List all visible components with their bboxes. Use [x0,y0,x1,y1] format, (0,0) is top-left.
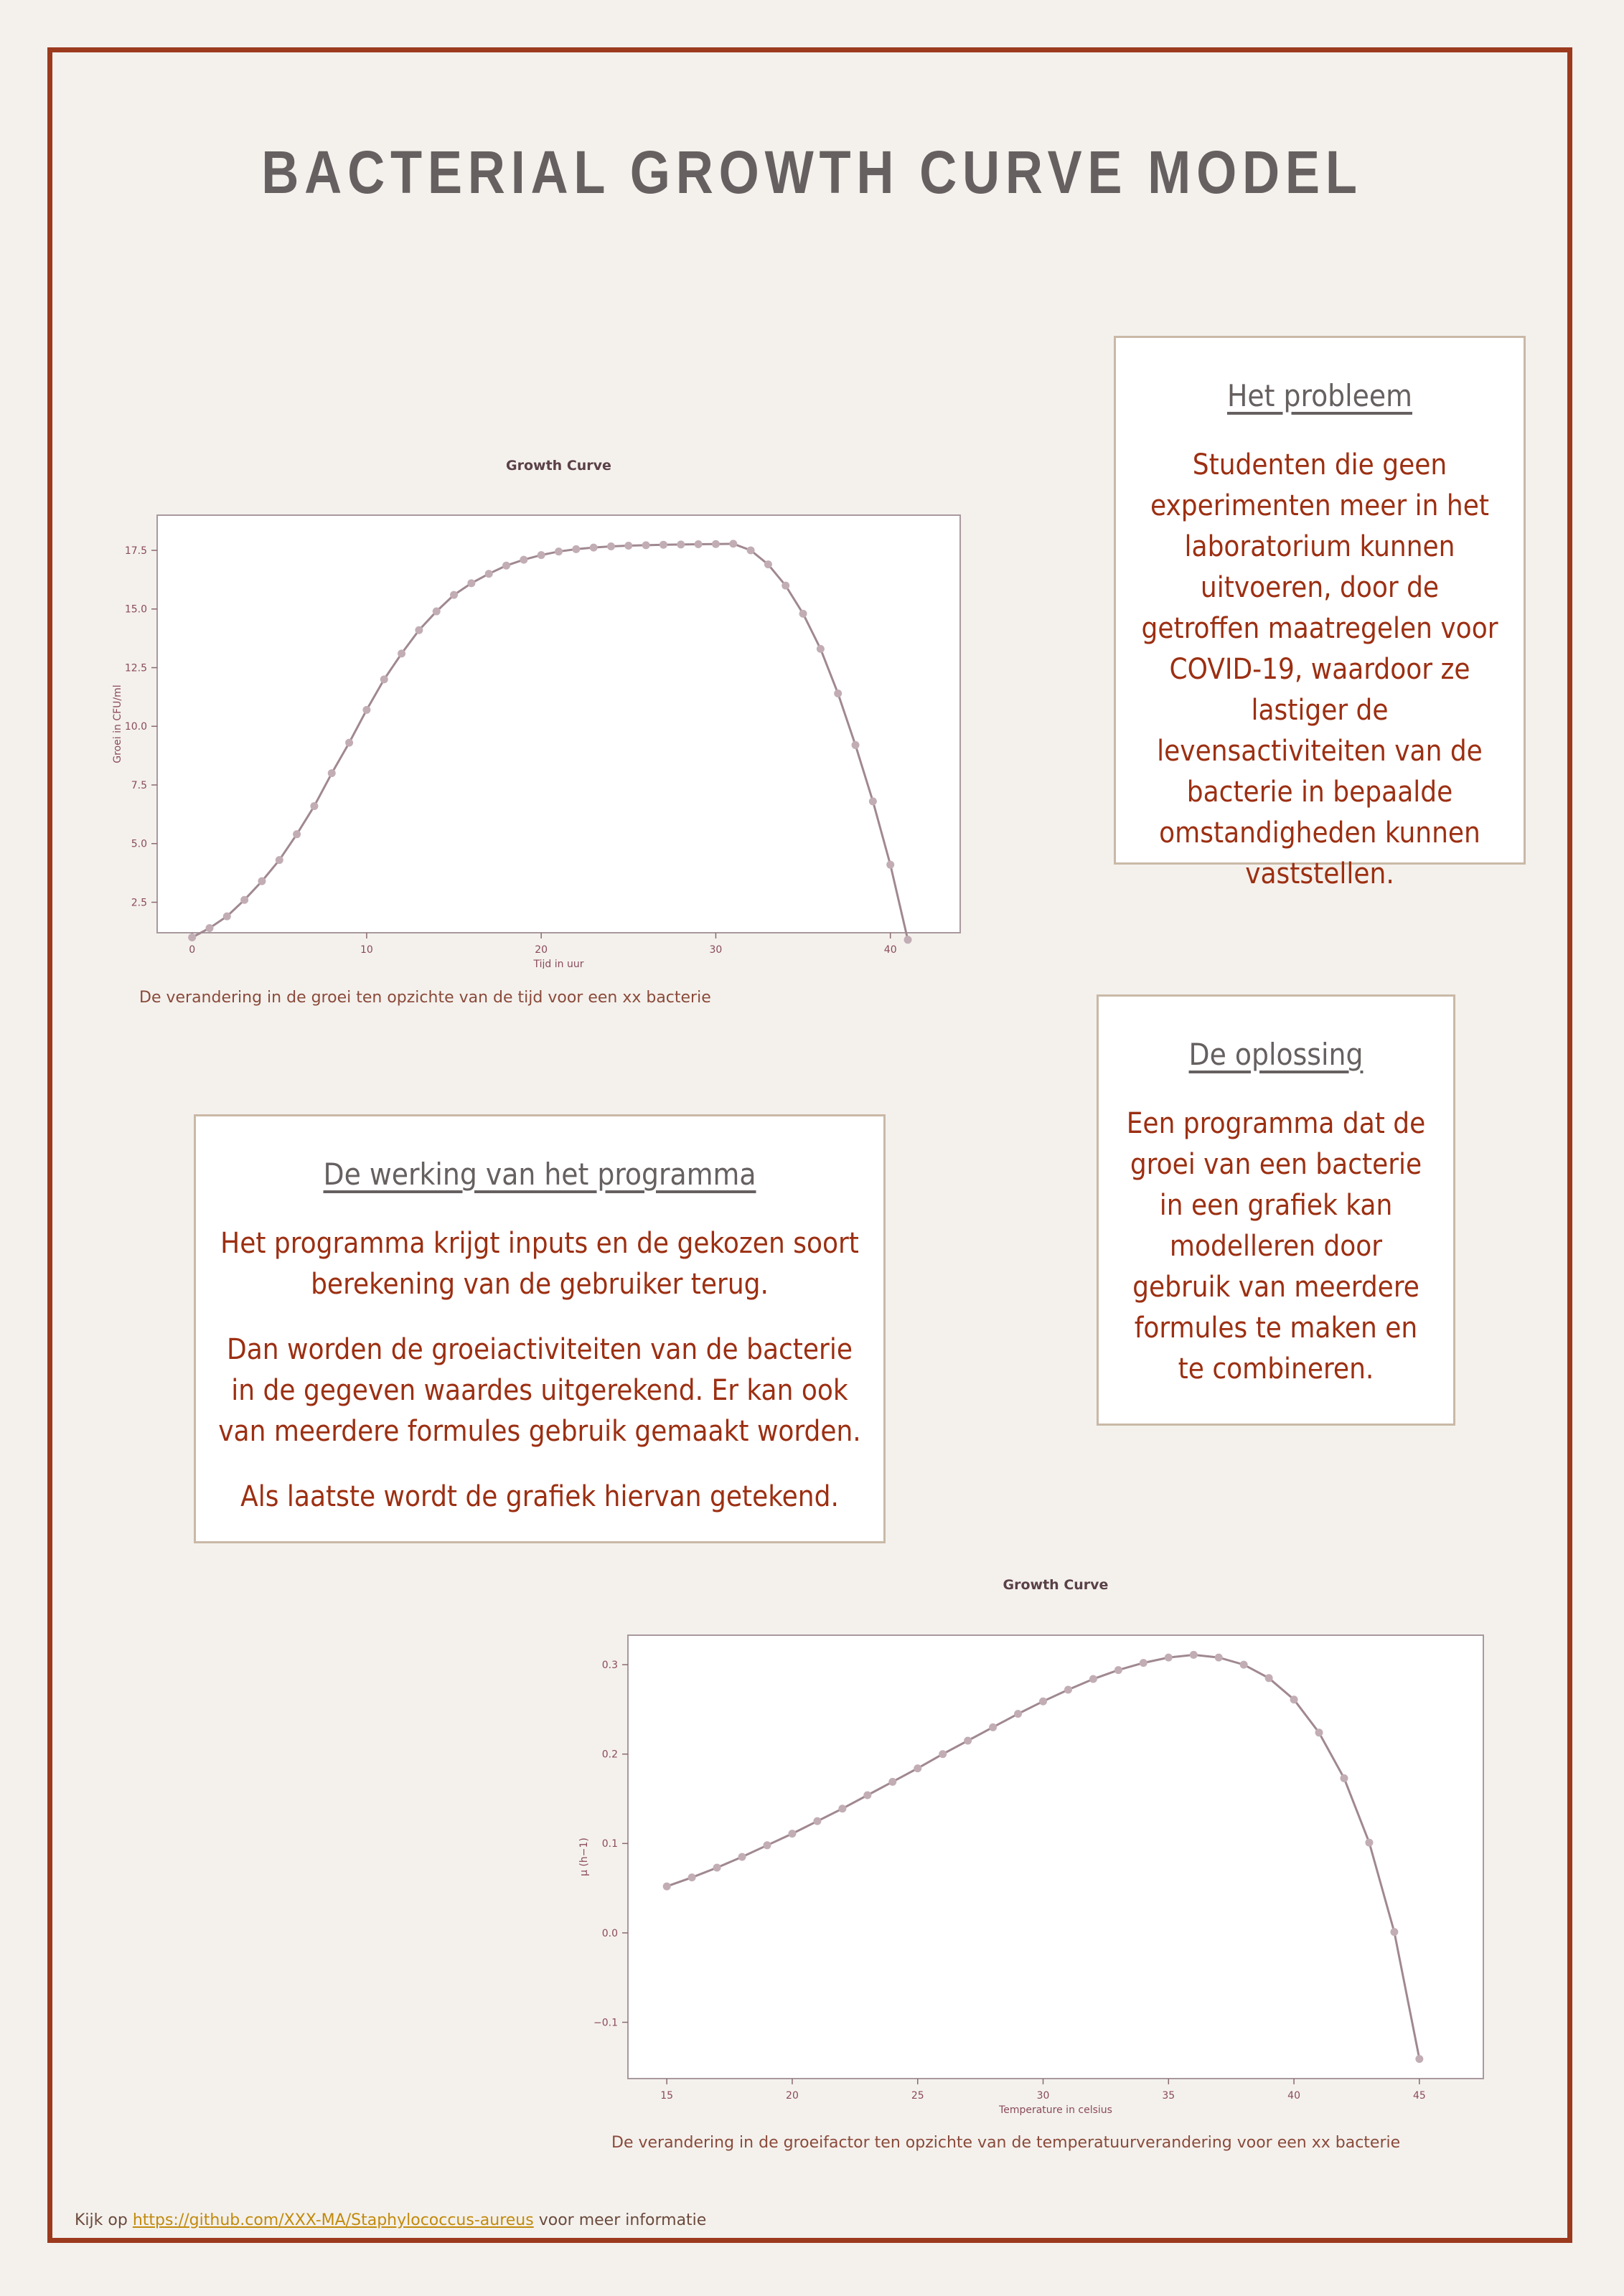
x-tick-label: 40 [1287,2090,1300,2102]
data-point [764,1841,771,1849]
data-point [712,540,720,548]
data-point [1089,1675,1097,1683]
data-point [450,591,458,599]
y-tick-label: 15.0 [124,603,147,616]
y-tick-label: 0.2 [601,1749,618,1761]
data-point [764,560,772,568]
data-point [747,547,755,555]
data-point [813,1817,821,1825]
data-point [1240,1661,1248,1669]
data-point [863,1792,871,1799]
data-point [555,547,563,555]
y-tick-label: 10.0 [124,721,147,733]
footer-prefix: Kijk op [75,2211,133,2229]
problem-heading: Het probleem [1226,378,1412,413]
data-point [782,582,789,590]
data-point [1365,1839,1373,1847]
data-point [485,570,493,578]
data-point [642,541,650,549]
data-point [590,544,598,552]
data-point [520,556,527,564]
solution-box [1097,994,1455,1426]
data-point [1290,1695,1298,1703]
data-point [240,896,248,904]
x-tick-label: 45 [1412,2090,1426,2102]
data-point [1265,1674,1273,1682]
data-point [1390,1928,1398,1936]
data-point [838,1805,846,1812]
footer [75,2211,706,2229]
x-tick-label: 15 [660,2090,674,2102]
data-point [888,1778,896,1786]
working-paragraph-2: Dan worden de groeiactiviteiten van de bacterie in de gegeven waardes uitgerekend. Er kan ook van meerdere formules gebruik gemaakt worden. [218,1333,861,1448]
data-point [852,741,860,749]
data-point [188,933,196,941]
x-axis-label: Temperature in celsius [999,2104,1112,2116]
x-tick-label: 30 [709,944,723,956]
y-tick-label: −0.1 [593,2017,618,2029]
y-tick-label: 0.3 [601,1660,618,1672]
poster-title: BACTERIAL GROWTH CURVE MODEL [261,138,1363,206]
data-point [1039,1698,1047,1705]
y-axis-label: μ (h−1) [578,1838,590,1876]
working-heading: De werking van het programma [323,1157,756,1192]
chart-title: Growth Curve [1003,1577,1109,1593]
data-point [738,1853,746,1861]
data-point [1315,1728,1323,1736]
data-point [1140,1659,1147,1667]
x-tick-label: 20 [786,2090,799,2102]
x-tick-label: 10 [360,944,373,956]
data-point [663,1883,671,1891]
data-point [345,739,353,747]
problem-text: Studenten die geen experimenten meer in het laboratorium kunnen uitvoeren, door de getroffen maatregelen voor COVID-19, waardoor ze lastiger de levensactiviteiten van de bacterie in bepaalde omstandigheden kunnen vaststellen. [1141,448,1498,890]
data-point [834,690,842,697]
data-point [939,1750,947,1758]
data-point [223,913,231,921]
y-tick-label: 12.5 [124,662,147,674]
data-point [799,610,807,618]
data-point [415,626,423,634]
data-point [1165,1654,1173,1662]
data-point [1114,1666,1122,1674]
data-point [205,924,213,932]
data-point [904,936,912,944]
data-point [1415,2055,1423,2063]
data-point [788,1830,796,1838]
working-paragraph-1: Het programma krijgt inputs en de gekozen soort berekening van de gebruiker terug. [220,1227,859,1301]
data-point [276,856,283,864]
data-point [362,706,370,714]
data-point [624,542,632,550]
data-point [886,861,894,869]
x-tick-label: 25 [911,2090,924,2102]
growth-curve-time-chart [72,438,1019,969]
x-tick-label: 35 [1162,2090,1175,2102]
working-box [194,1114,886,1543]
data-point [914,1764,921,1772]
x-tick-label: 20 [535,944,548,956]
data-point [502,562,510,570]
solution-text: Een programma dat de groei van een bacterie in een grafiek kan modelleren door gebruik van meerdere formules te maken en te combineren. [1126,1107,1426,1385]
footer-suffix: voor meer informatie [533,2211,707,2229]
data-point [713,1863,721,1871]
data-point [1340,1774,1348,1782]
y-axis-label: Groei in CFU/ml [112,684,123,763]
data-point [328,769,336,777]
plot-area [157,515,960,933]
data-point [1215,1654,1223,1662]
data-point [989,1723,997,1731]
data-point [310,802,318,810]
data-point [1064,1686,1072,1694]
chart2-caption: De verandering in de groeifactor ten opzichte van de temperatuurverandering voor een xx bacterie [611,2134,1401,2152]
x-tick-label: 40 [883,944,897,956]
data-point [398,649,405,657]
data-point [1014,1710,1022,1718]
y-tick-label: 0.1 [601,1838,618,1850]
y-tick-label: 17.5 [124,545,147,557]
working-paragraph-3: Als laatste wordt de grafiek hiervan getekend. [240,1480,839,1513]
data-point [677,540,685,548]
y-tick-label: 7.5 [131,779,147,791]
data-point [729,540,737,547]
github-link[interactable]: https://github.com/XXX-MA/Staphylococcus-aureus [132,2211,534,2229]
data-point [607,542,615,550]
y-tick-label: 0.0 [601,1927,618,1939]
data-point [258,878,266,885]
data-point [433,608,441,616]
data-point [695,540,703,548]
data-point [293,830,301,838]
chart1-caption: De verandering in de groei ten opzichte van de tijd voor een xx bacterie [139,989,711,1007]
growth-factor-temperature-chart [567,1557,1514,2117]
x-tick-label: 0 [189,944,196,956]
y-tick-label: 2.5 [131,897,147,909]
data-point [1190,1651,1198,1659]
data-point [538,551,545,559]
data-point [817,645,825,653]
solution-heading: De oplossing [1188,1037,1363,1072]
data-point [660,541,667,549]
x-axis-label: Tijd in uur [533,959,584,969]
data-point [380,675,388,683]
data-point [964,1737,972,1745]
plot-area [628,1635,1483,2079]
data-point [869,797,877,805]
y-tick-label: 5.0 [131,838,147,850]
data-point [572,545,580,553]
chart-title: Growth Curve [506,458,611,474]
problem-box [1114,336,1526,890]
data-point [688,1873,696,1881]
x-tick-label: 30 [1036,2090,1050,2102]
data-point [467,579,475,587]
